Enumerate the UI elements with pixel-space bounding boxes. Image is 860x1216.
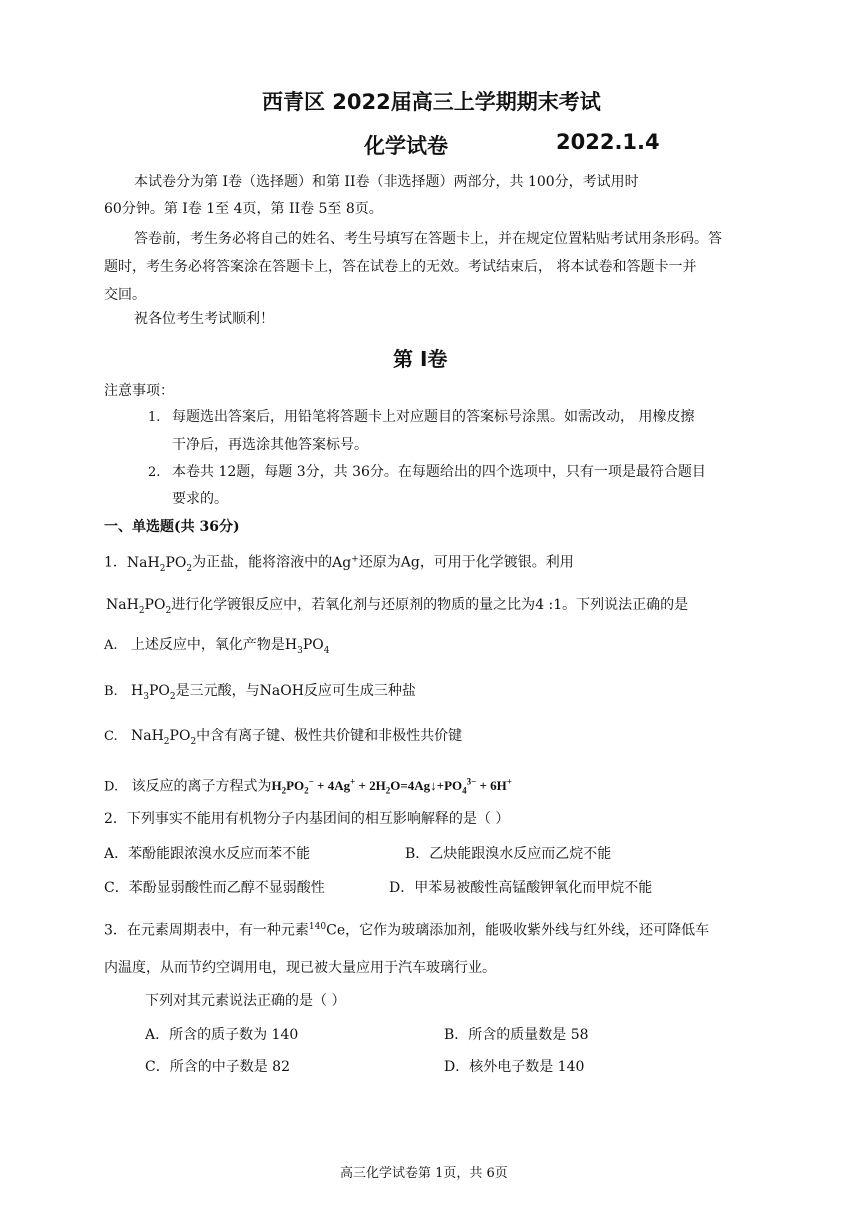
intro-line: 本试卷分为第 I卷（选择题）和第 II卷（非选择题）两部分，共 100分，考试用时 [134, 174, 639, 190]
mass-number: 140 [308, 922, 327, 932]
note-number: 2. [148, 465, 161, 480]
option-b[interactable]: B. $H_3PO_2$是三元酸，与NaOH反应可生成三种盐 [104, 683, 416, 702]
formula: $NaH_2PO_2$ [130, 728, 197, 747]
notice-label: 注意事项： [104, 383, 174, 399]
question-2-stem: 2．下列事实不能用有机物分子内基团间的相互影响解释的是（ ） [104, 811, 510, 827]
formula: $NaH_2PO_2$ [126, 554, 193, 574]
option-d[interactable]: D．核外电子数是 140 [444, 1059, 585, 1075]
option-d[interactable]: D．甲苯易被酸性高锰酸钾氧化而甲烷不能 [389, 880, 653, 896]
ratio: 4 :1 [535, 597, 563, 613]
intro-line: 交回。 [104, 287, 146, 303]
option-b[interactable]: B．乙炔能跟溴水反应而乙烷不能 [405, 846, 612, 862]
wish-line: 祝各位考生考试顺利！ [134, 311, 274, 327]
page-footer: 高三化学试卷第 1页，共 6页 [340, 1166, 508, 1181]
intro-line: 60分钟。第 I卷 1至 4页，第 II卷 5至 8页。 [104, 201, 383, 217]
question-3-stem: 3．在元素周期表中，有一种元素$^{140}$Ce，它作为玻璃添加剂，能吸收紫外线与红外线，还可降低车 [104, 922, 710, 939]
question-3-ask: 下列对其元素说法正确的是（ ） [145, 993, 346, 1009]
ionic-equation: $H_2PO_2^- + 4Ag^+$ + $2H_2O=4Ag↓+PO_4^{3-} + 6H^+$ [271, 777, 512, 796]
formula: Ag+ [332, 554, 359, 571]
intro-line: 题时，考生务必将答案涂在答题卡上，答在试卷上的无效。考试结束后， 将本试卷和答题卡一并 [104, 259, 697, 275]
question-1-stem: 1．$NaH_2PO_2$为正盐，能将溶液中的Ag+还原为Ag，可用于化学镀银。利用 [104, 554, 574, 574]
formula: $H_3PO_2$ [131, 683, 176, 702]
exam-subtitle: 化学试卷 [364, 134, 448, 158]
section-heading: 一、单选题(共 36分) [104, 519, 240, 535]
note-text: 干净后，再选涂其他答案标号。 [172, 437, 368, 453]
exam-date: 2022.1.4 [556, 130, 660, 154]
note-number: 1. [148, 410, 161, 425]
formula: $H_3PO_4$ [284, 637, 330, 656]
option-c[interactable]: C. $NaH_2PO_2$中含有离子键、极性共价键和非极性共价键 [104, 728, 463, 747]
option-a[interactable]: A．所含的质子数为 140 [145, 1027, 299, 1043]
formula: Ag [400, 554, 420, 571]
option-a[interactable]: A. 上述反应中，氧化产物是$H_3PO_4$ [104, 637, 330, 656]
option-b[interactable]: B．所含的质量数是 58 [444, 1027, 589, 1043]
option-c[interactable]: C．所含的中子数是 82 [145, 1059, 290, 1075]
option-d[interactable]: D. 该反应的离子方程式为$H_2PO_2^- + 4Ag^+$ + $2H_2O=4Ag↓+PO_4^{3-} + 6H^+$ [104, 777, 512, 796]
question-3-stem-cont: 内温度，从而节约空调用电，现已被大量应用于汽车玻璃行业。 [104, 960, 496, 976]
intro-line: 答卷前，考生务必将自己的姓名、考生号填写在答题卡上，并在规定位置粘贴考试用条形码。答 [134, 231, 722, 247]
note-text: 每题选出答案后，用铅笔将答题卡上对应题目的答案标号涂黑。如需改动， 用橡皮擦 [172, 409, 695, 425]
option-c[interactable]: C．苯酚显弱酸性而乙醇不显弱酸性 [104, 880, 325, 896]
question-number: 1． [104, 554, 127, 571]
part-heading: 第 I卷 [393, 347, 448, 371]
question-1-stem-cont: $NaH_2PO_2$进行化学镀银反应中，若氧化剂与还原剂的物质的量之比为4 :1。下列说法正确的是 [106, 597, 689, 616]
element-symbol: Ce [326, 922, 346, 939]
note-text: 要求的。 [172, 491, 228, 507]
exam-title: 西青区 2022届高三上学期期末考试 [262, 90, 601, 114]
formula: $NaH_2PO_2$ [106, 597, 172, 616]
option-a[interactable]: A．苯酚能跟浓溴水反应而苯不能 [104, 846, 311, 862]
note-text: 本卷共 12题，每题 3分，共 36分。在每题给出的四个选项中，只有一项是最符合题目 [172, 464, 706, 480]
